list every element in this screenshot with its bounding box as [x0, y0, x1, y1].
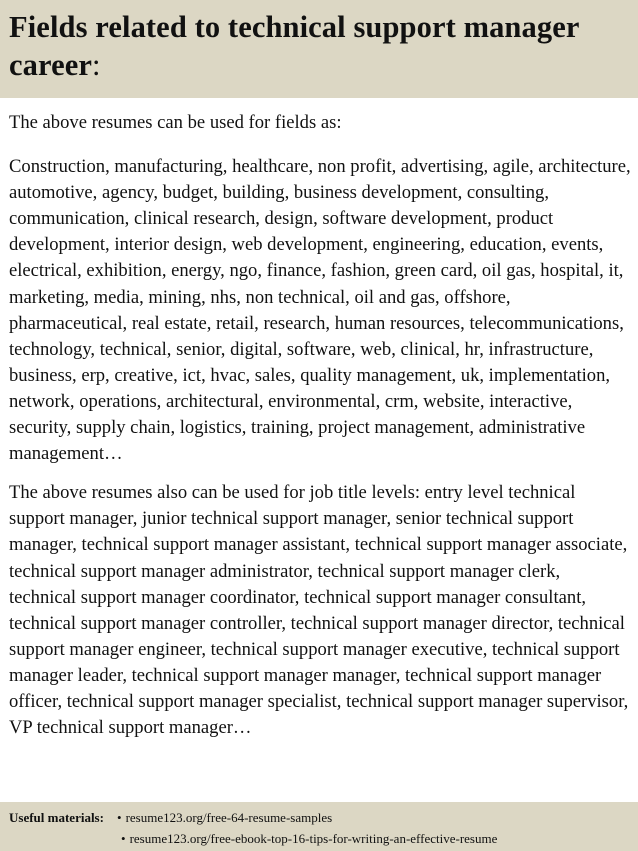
bullet-icon: •: [117, 810, 122, 825]
job-levels-paragraph: The above resumes also can be used for job title levels: entry level technical support manager, junior technical support manager, senior technical support manager, technical support manager assistant, technical support manager associate, technical support manager administrator, technical support manager clerk, technical support manager coordinator, technical support manager consultant, technical support manager controller, technical support manager director, technical support manager engineer, technical support manager executive, technical support manager leader, technical support manager manager, technical support manager officer, technical support manager specialist, technical support manager supervisor, VP technical support manager…: [9, 482, 629, 739]
page-title: [9, 8, 628, 84]
page-title-colon: :: [92, 48, 101, 82]
footer-row-1: [9, 807, 638, 828]
fields-paragraph: Construction, manufacturing, healthcare, non profit, advertising, agile, architecture, automotive, agency, budget, building, business development, consulting, communication, clinical research, design, software development, product development, interior design, web development, engineering, education, events, electrical, exhibition, energy, ngo, finance, fashion, green card, oil gas, hospital, it, marketing, media, mining, nhs, non technical, oil and gas, offshore, pharmaceutical, real estate, retail, research, human resources, telecommunications, technology, technical, senior, digital, software, web, clinical, hr, infrastructure, business, erp, creative, ict, hvac, sales, quality management, uk, implementation, network, operations, architectural, environmental, crm, website, interactive, security, supply chain, logistics, training, project management, administrative management…: [9, 156, 631, 465]
main-content: [9, 110, 631, 802]
footer-row-2: [9, 828, 638, 849]
footer-link-1[interactable]: resume123.org/free-64-resume-samples: [125, 810, 333, 825]
intro-paragraph: The above resumes can be used for fields as:: [9, 112, 342, 133]
footer-link-2[interactable]: resume123.org/free-ebook-top-16-tips-for-writing-an-effective-resume: [129, 831, 498, 846]
useful-materials-label-text: Useful materials: [9, 810, 100, 825]
bullet-icon: •: [121, 831, 126, 846]
page-title-text: Fields related to technical support manager career: [9, 10, 579, 82]
useful-materials-label: [9, 807, 117, 828]
title-banner: [0, 0, 638, 98]
useful-materials-label-colon: :: [99, 810, 104, 825]
useful-materials-footer: [0, 802, 638, 851]
